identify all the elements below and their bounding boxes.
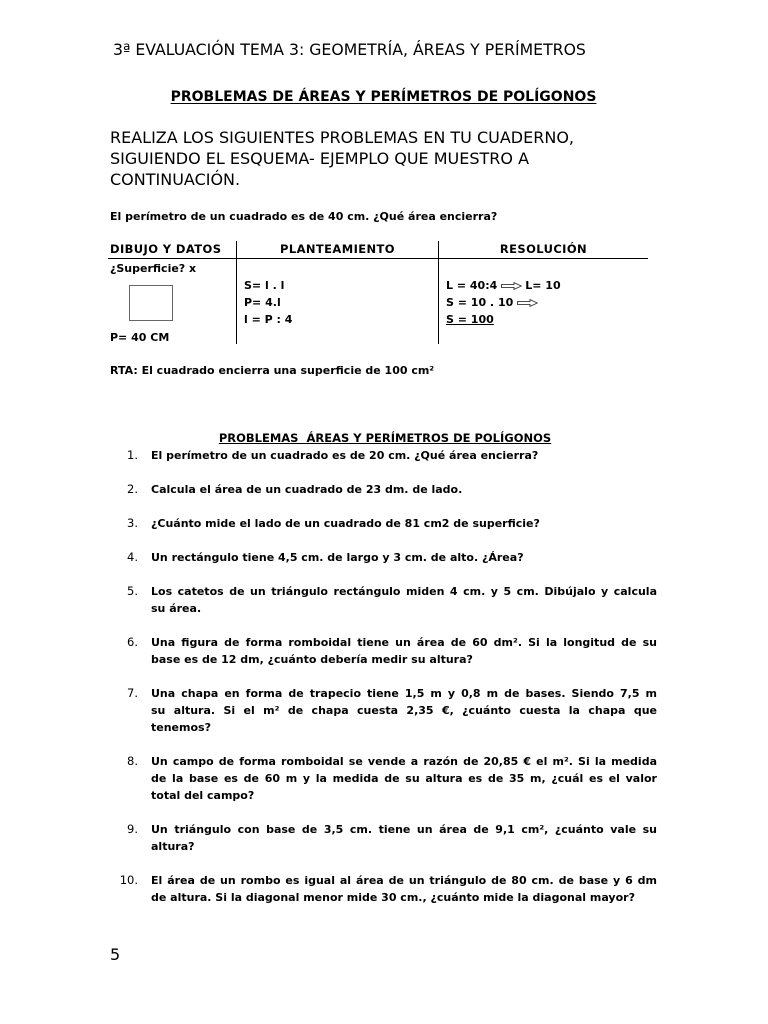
problem-item	[110, 481, 657, 498]
problem-text-line: Una figura de forma romboidal tiene un área de 60 dm². Si la longitud de su	[151, 635, 657, 649]
arrow-shape	[518, 299, 538, 306]
resolution-step: L = 40:4	[446, 278, 498, 292]
problem-text-line: El perímetro de un cuadrado es de 20 cm. ¿Qué área encierra?	[151, 448, 539, 462]
square-drawing	[129, 285, 173, 321]
page-number: 5	[110, 945, 121, 964]
instructions-line: CONTINUACIÓN.	[110, 170, 241, 189]
problem-number: 6.	[127, 634, 138, 649]
instructions-line: REALIZA LOS SIGUIENTES PROBLEMAS EN TU CUADERNO,	[110, 128, 574, 147]
problem-text-line: de la base es de 60 m y la medida de su altura es de 35 m, ¿cuál es el valor	[151, 771, 657, 785]
instructions-line: SIGUIENDO EL ESQUEMA- EJEMPLO QUE MUESTRO A	[110, 149, 530, 168]
problem-number: 3.	[127, 515, 138, 530]
problem-item	[110, 447, 657, 464]
problems-section-title-text: PROBLEMAS ÁREAS Y PERÍMETROS DE POLÍGONOS	[218, 430, 552, 445]
problem-text-line: El área de un rombo es igual al área de un triángulo de 80 cm. de base y 6 dm	[151, 873, 657, 887]
problem-text-line: base es de 12 dm, ¿cuánto debería medir su altura?	[151, 652, 473, 666]
problem-item	[110, 634, 657, 668]
example-table	[108, 241, 648, 345]
arrow-right-icon	[517, 299, 538, 307]
page-title-text: PROBLEMAS DE ÁREAS Y PERÍMETROS DE POLÍGONOS	[170, 89, 597, 105]
page-title	[110, 88, 657, 106]
problem-text-line: total del campo?	[151, 788, 255, 802]
table-column-divider	[438, 241, 439, 344]
problem-item	[110, 583, 657, 617]
problem-number: 4.	[127, 549, 138, 564]
problem-number: 8.	[127, 753, 138, 768]
resolution-final-answer: S = 100	[446, 312, 494, 326]
problem-number: 10.	[119, 872, 138, 887]
resolution-step: S = 10 . 10	[446, 295, 514, 309]
problem-number: 1.	[127, 447, 138, 462]
resolution-result: L= 10	[525, 278, 561, 292]
problem-number: 9.	[127, 821, 138, 836]
problem-item	[110, 872, 657, 906]
problem-number: 7.	[127, 685, 138, 700]
resolution-line	[446, 294, 561, 311]
table-header-resolution: RESOLUCIÓN	[499, 242, 588, 256]
problem-item	[110, 549, 657, 566]
problem-item	[110, 821, 657, 855]
arrow-right-icon	[501, 282, 522, 290]
problem-number: 2.	[127, 481, 138, 496]
problem-text-line: Los catetos de un triángulo rectángulo miden 4 cm. y 5 cm. Dibújalo y calcula	[151, 584, 657, 598]
problem-text-line: Un rectángulo tiene 4,5 cm. de largo y 3 cm. de alto. ¿Área?	[151, 550, 524, 564]
problem-item	[110, 685, 657, 736]
instructions-paragraph	[110, 127, 574, 190]
problem-text-line: Un triángulo con base de 3,5 cm. tiene un área de 9,1 cm², ¿cuánto vale su	[151, 822, 657, 836]
problem-text-line: Una chapa en forma de trapecio tiene 1,5 m y 0,8 m de bases. Siendo 7,5 m	[151, 686, 657, 700]
resolution-column	[446, 277, 561, 328]
problem-text-line: ¿Cuánto mide el lado de un cuadrado de 81 cm2 de superficie?	[151, 516, 540, 530]
table-header-divider	[108, 258, 648, 259]
problem-text-line: su área.	[151, 601, 202, 615]
perimeter-label: P= 40 CM	[110, 331, 170, 344]
approach-line: P= 4.l	[244, 295, 281, 309]
resolution-line	[446, 311, 561, 328]
table-header-drawing: DIBUJO Y DATOS	[110, 242, 222, 256]
arrow-shape	[502, 282, 522, 289]
problem-list	[110, 447, 657, 923]
problem-text-line: de altura. Si la diagonal menor mide 30 cm., ¿cuánto mide la diagonal mayor?	[151, 890, 635, 904]
problem-text-line: su altura. Si el m² de chapa cuesta 2,35 €, ¿cuánto cuesta la chapa que	[151, 703, 657, 717]
problem-text-line: Un campo de forma romboidal se vende a razón de 20,85 € el m². Si la medida	[151, 754, 657, 768]
approach-line: l = P : 4	[244, 312, 293, 326]
table-header-approach: PLANTEAMIENTO	[280, 242, 395, 256]
surface-label: ¿Superficie? x	[110, 262, 197, 275]
approach-column	[244, 277, 292, 328]
problem-item	[110, 515, 657, 532]
problem-text-line: Calcula el área de un cuadrado de 23 dm. de lado.	[151, 482, 463, 496]
example-answer: RTA: El cuadrado encierra una superficie de 100 cm²	[110, 363, 435, 377]
resolution-line	[446, 277, 561, 294]
approach-line: S= l . l	[244, 278, 285, 292]
example-question: El perímetro de un cuadrado es de 40 cm. ¿Qué área encierra?	[110, 209, 498, 223]
table-column-divider	[236, 241, 237, 344]
problem-text-line: altura?	[151, 839, 195, 853]
problem-text-line: tenemos?	[151, 720, 211, 734]
page-header: 3ª EVALUACIÓN TEMA 3: GEOMETRÍA, ÁREAS Y PERÍMETROS	[113, 40, 586, 59]
problem-item	[110, 753, 657, 804]
problem-number: 5.	[127, 583, 138, 598]
